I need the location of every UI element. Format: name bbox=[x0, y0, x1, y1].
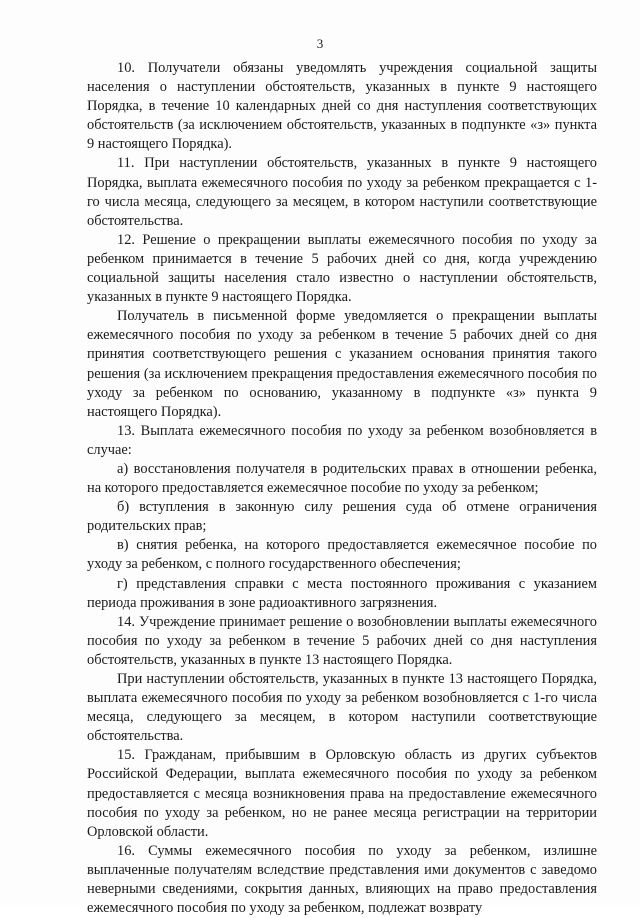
paragraph-12: 12. Решение о прекращении выплаты ежемесячного пособия по уходу за ребенком принимается в течение 5 рабочих дней со дня, когда учреждению социальной защиты населения стало известно о наступлении обстоятельств, указанных в пункте 9 настоящего Порядка. bbox=[87, 231, 597, 306]
paragraph-14-resumption: При наступлении обстоятельств, указанных в пункте 13 настоящего Порядка, выплата ежемесячного пособия по уходу за ребенком возобновляется с 1-го числа месяца, следующего за месяцем, в котором наступили соответствующие обстоятельства. bbox=[87, 671, 597, 745]
paragraph-14: 14. Учреждение принимает решение о возобновлении выплаты ежемесячного пособия по уходу за ребенком в течение 5 рабочих дней со дня наступления обстоятельств, указанных в пункте 13 настоящего Порядка. bbox=[87, 613, 597, 668]
paragraph-13-a: а) восстановления получателя в родительских правах в отношении ребенка, на которого предоставляется ежемесячное пособие по уходу за ребенком; bbox=[87, 460, 597, 497]
paragraph-15: 15. Гражданам, прибывшим в Орловскую область из других субъектов Российской Федерации, выплата ежемесячного пособия по уходу за ребенком предоставляется с месяца возникновения права на предоставление ежемесячного пособия по уходу за ребенком, но не ранее месяца регистрации на территории Орловской области. bbox=[87, 747, 597, 840]
paragraph-13-b: б) вступления в законную силу решения суда об отмене ограничения родительских прав; bbox=[87, 499, 597, 535]
paragraph-10: 10. Получатели обязаны уведомлять учреждения социальной защиты населения о наступлении обстоятельств, указанных в пункте 9 настоящего Порядка, в течение 10 календарных дней со дня наступления соответствующих обстоятельств (за исключением обстоятельств, указанных в подпункте «з» пункта 9 настоящего Порядка). bbox=[87, 60, 597, 153]
paragraph-13-v: в) снятия ребенка, на которого предоставляется ежемесячное пособие по уходу за ребенком, с полного государственного обеспечения; bbox=[87, 537, 597, 573]
page-number: 3 bbox=[316, 36, 324, 51]
paragraph-11: 11. При наступлении обстоятельств, указанных в пункте 9 настоящего Порядка, выплата ежемесячного пособия по уходу за ребенком прекращается с 1-го числа месяца, следующего за месяцем, в котором наступили соответствующие обстоятельства. bbox=[87, 155, 597, 229]
document-body bbox=[87, 59, 597, 918]
paragraph-16: 16. Суммы ежемесячного пособия по уходу за ребенком, излишне выплаченные получателям вследствие представления ими документов с заведомо неверными сведениями, сокрытия данных, влияющих на право предоставления ежемесячного пособия по уходу за ребенком, подлежат возврату bbox=[87, 842, 597, 917]
paragraph-13: 13. Выплата ежемесячного пособия по уходу за ребенком возобновляется в случае: bbox=[87, 422, 597, 458]
paragraph-13-g: г) представления справки с места постоянного проживания с указанием периода проживания в зоне радиоактивного загрязнения. bbox=[87, 575, 597, 611]
paragraph-12-notice: Получатель в письменной форме уведомляется о прекращении выплаты ежемесячного пособия по уходу за ребенком в течение 5 рабочих дней со дня принятия соответствующего решения с указанием основания принятия такого решения (за исключением прекращения предоставления ежемесячного пособия по уходу за ребенком по основанию, указанному в подпункте «з» пункта 9 настоящего Порядка). bbox=[87, 308, 597, 420]
